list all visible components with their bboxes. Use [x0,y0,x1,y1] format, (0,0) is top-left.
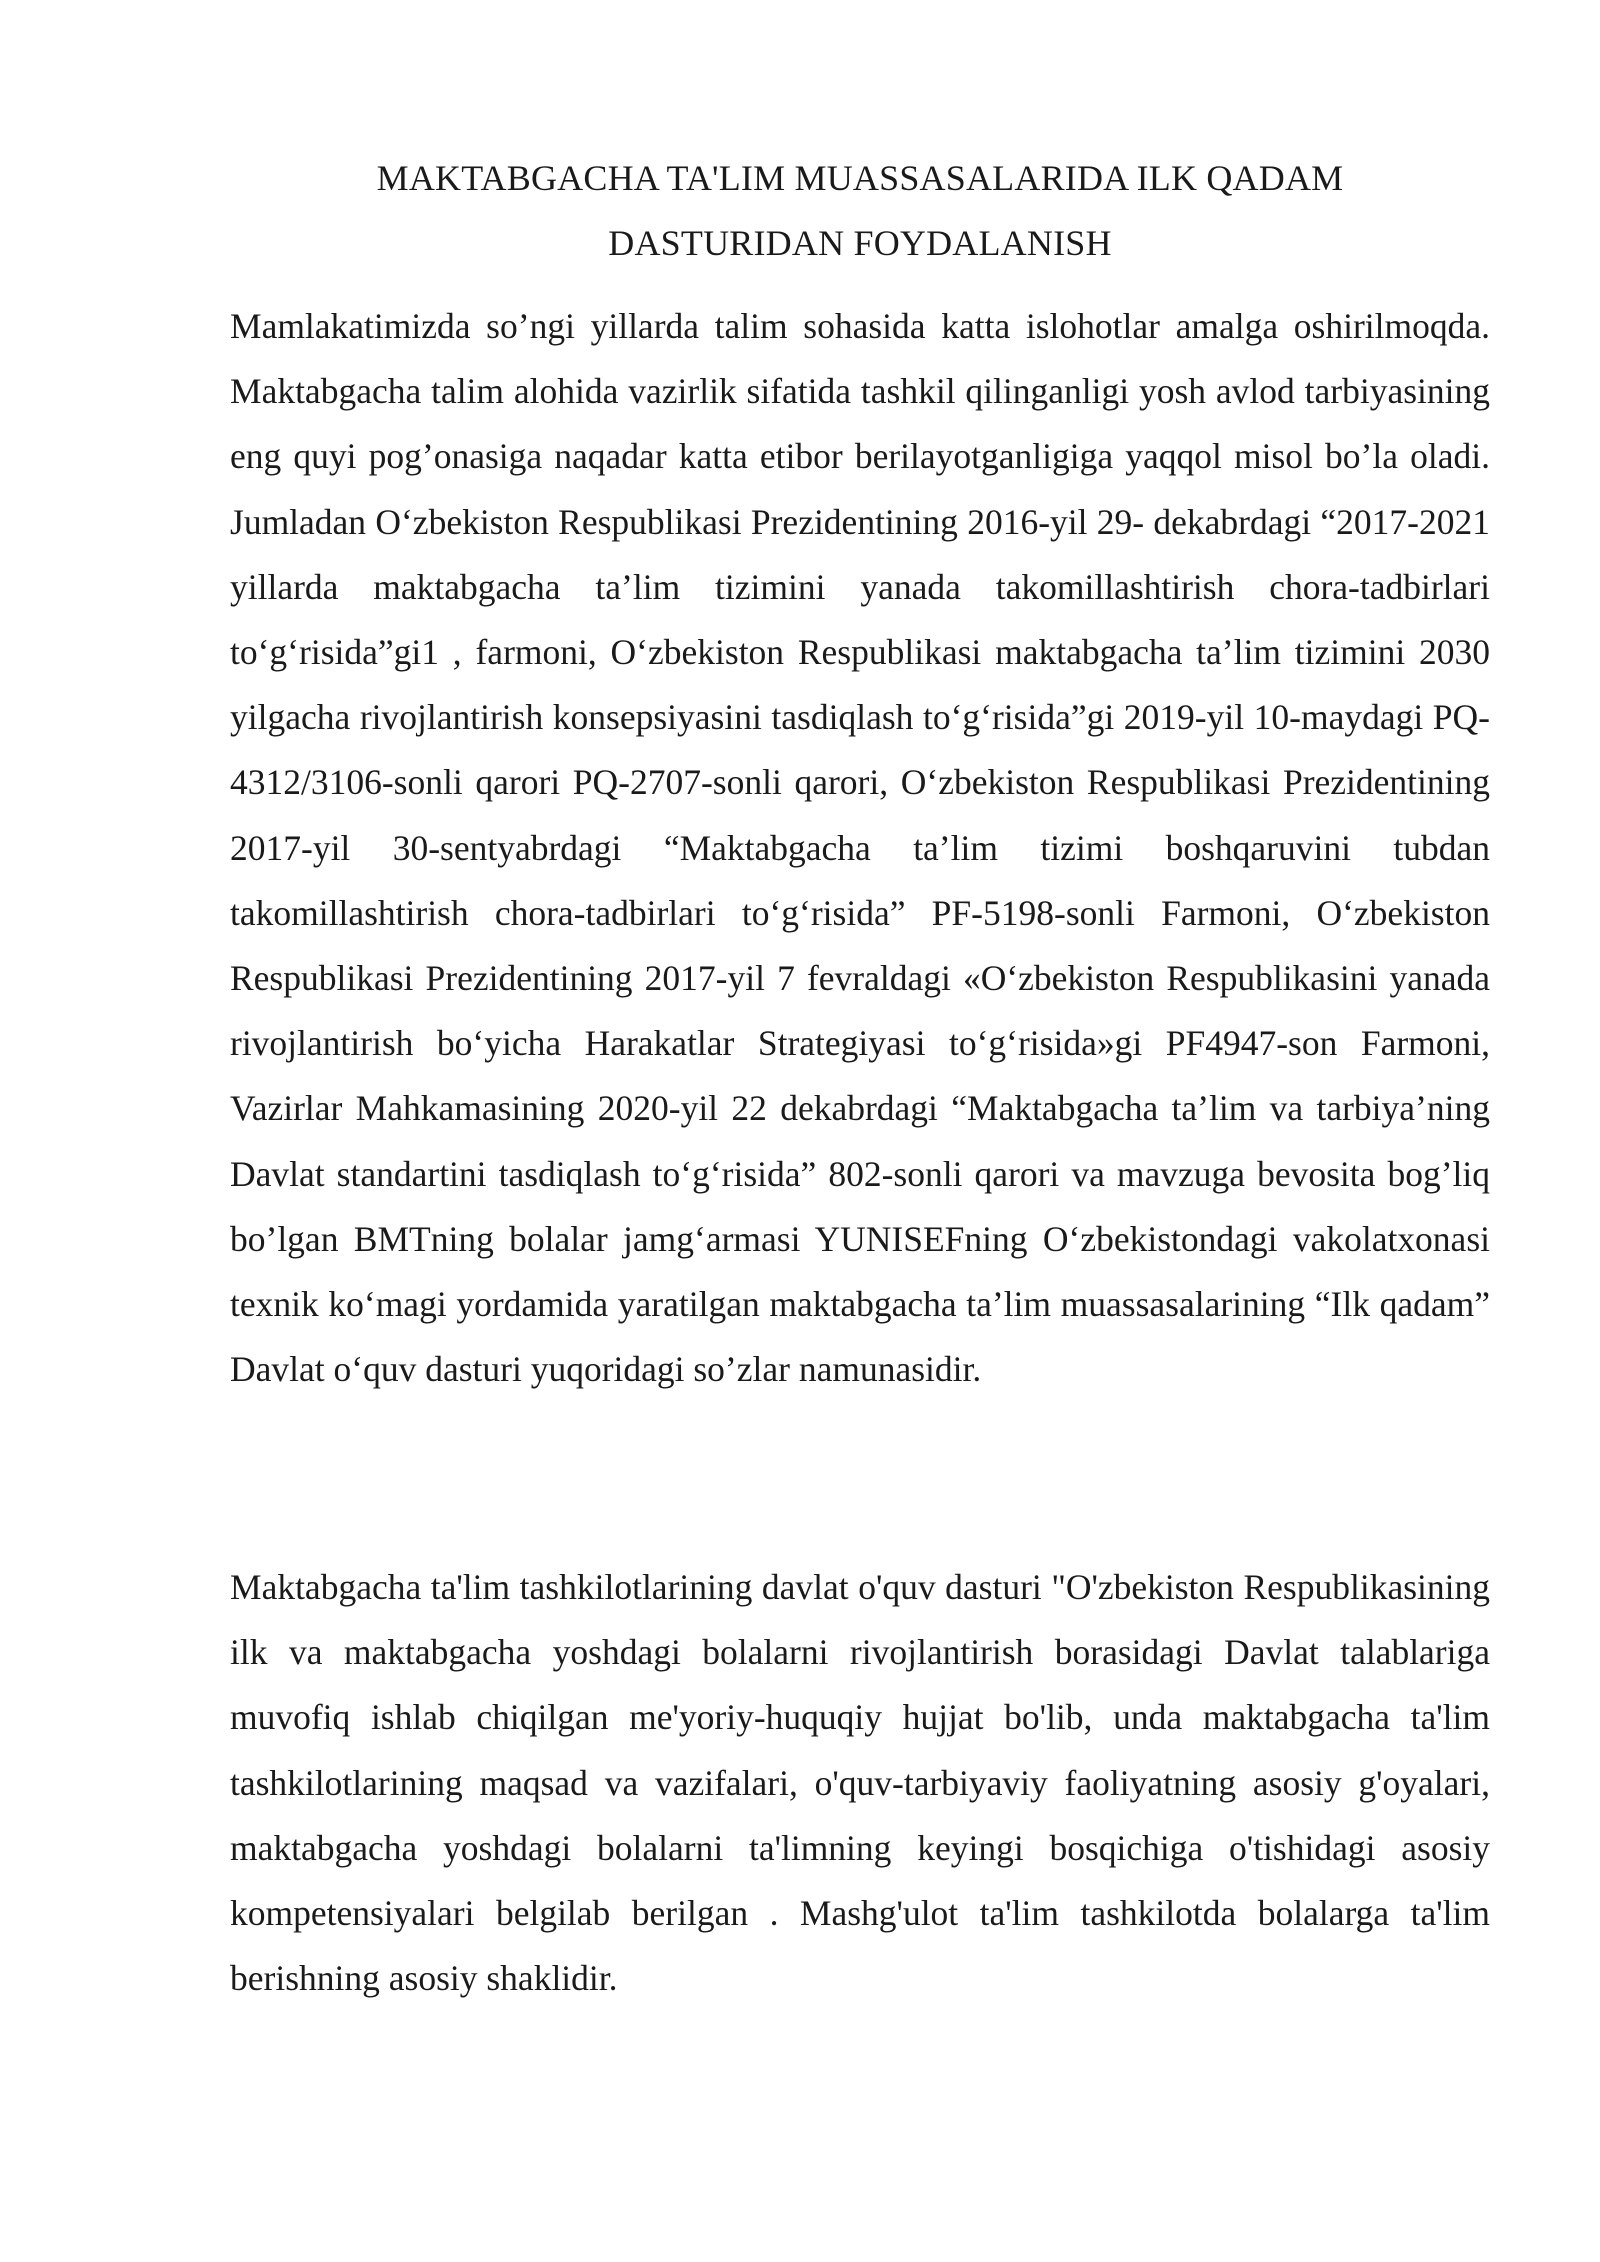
document-title [230,146,1490,276]
body-paragraph-1 [230,294,1490,1402]
body-paragraph-2 [230,1555,1490,2011]
paragraph-text: Mamlakatimizda so’ngi yillarda talim sohasida katta islohotlar amalga oshirilmoqda. Maktabgacha talim alohida vazirlik sifatida tashkil qilinganligi yosh avlod tarbiyasining eng quyi pog’onasiga naqadar katta etibor berilayotganligiga yaqqol misol bo’la oladi. Jumladan O‘zbekiston Respublikasi Prezidentining 2016-yil 29- dekabrdagi “2017-2021 yillarda maktabgacha ta’lim tizimini yanada takomillashtirish chora-tadbirlari to‘g‘risida”gi1 , farmoni, O‘zbekiston Respublikasi maktabgacha ta’lim tizimini 2030 yilgacha rivojlantirish konsepsiyasini tasdiqlash to‘g‘risida”gi 2019-yil 10-maydagi PQ-4312/3106-sonli qarori PQ-2707-sonli qarori, O‘zbekiston Respublikasi Prezidentining 2017-yil 30-sentyabrdagi “Maktabgacha ta’lim tizimi boshqaruvini tubdan takomillashtirish chora-tadbirlari to‘g‘risida” PF-5198-sonli Farmoni, O‘zbekiston Respublikasi Prezidentining 2017-yil 7 fevraldagi «O‘zbekiston Respublikasini yanada rivojlantirish bo‘yicha Harakatlar Strategiyasi to‘g‘risida»gi PF4947-son Farmoni, Vazirlar Mahkamasining 2020-yil 22 dekabrdagi “Maktabgacha ta’lim va tarbiya’ning Davlat standartini tasdiqlash to‘g‘risida” 802-sonli qarori va mavzuga bevosita bog’liq bo’lgan BMTning bolalar jamg‘armasi YUNISEFning O‘zbekistondagi vakolatxonasi texnik ko‘magi yordamida yaratilgan maktabgacha ta’lim muassasalarining “Ilk qadam” Davlat o‘quv dasturi yuqoridagi so’zlar namunasidir. [230,306,1490,1390]
title-line-1: MAKTABGACHA TA'LIM MUASSASALARIDA ILK QADAM [376,158,1344,198]
paragraph-text: Maktabgacha ta'lim tashkilotlarining davlat o'quv dasturi "O'zbekiston Respublikasining ilk va maktabgacha yoshdagi bolalarni rivojlantirish borasidagi Davlat talablariga muvofiq ishlab chiqilgan me'yoriy-huquqiy hujjat bo'lib, unda maktabgacha ta'lim tashkilotlarining maqsad va vazifalari, o'quv-tarbiyaviy faoliyatning asosiy g'oyalari, maktabgacha yoshdagi bolalarni ta'limning keyingi bosqichiga o'tishidagi asosiy kompetensiyalari belgilab berilgan . Mashg'ulot ta'lim tashkilotda bolalarga ta'lim berishning asosiy shaklidir. [230,1567,1490,1999]
title-line-2: DASTURIDAN FOYDALANISH [608,223,1112,263]
